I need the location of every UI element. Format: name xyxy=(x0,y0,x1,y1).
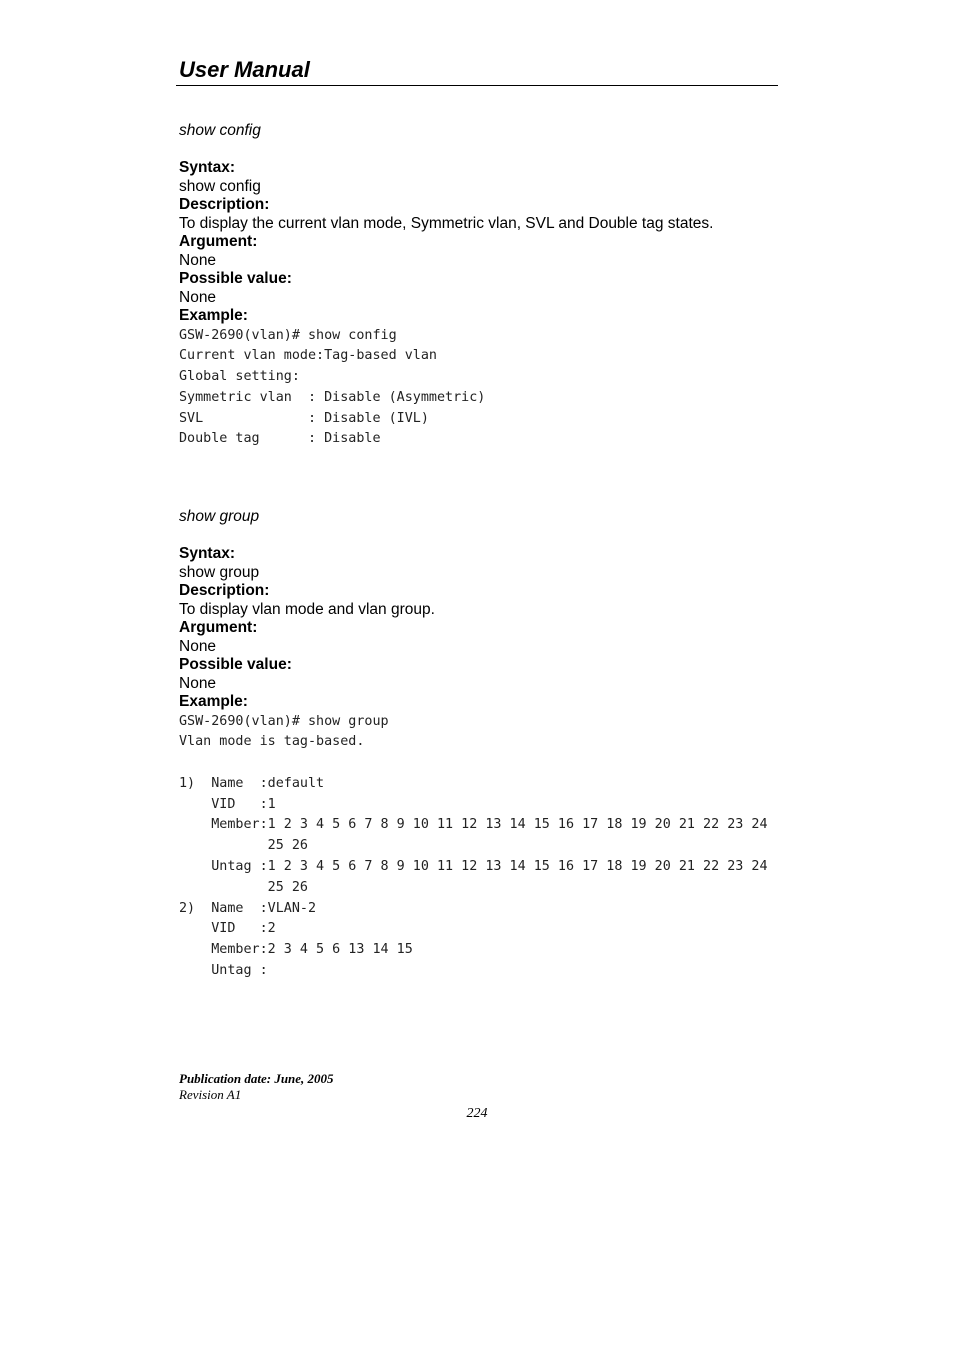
command-title: show config xyxy=(179,122,261,139)
command-section-show-group xyxy=(179,508,779,982)
possible-value-text: None xyxy=(179,674,217,692)
description-label: Description: xyxy=(179,582,270,599)
publication-date: Publication date: June, 2005 xyxy=(179,1071,334,1086)
argument-label: Argument: xyxy=(179,619,258,636)
syntax-text: show config xyxy=(179,177,261,195)
page-number: 224 xyxy=(466,1106,488,1121)
syntax-label: Syntax: xyxy=(179,545,235,562)
example-label: Example: xyxy=(179,693,248,710)
possible-value-label: Possible value: xyxy=(179,656,292,673)
description-text: To display vlan mode and vlan group. xyxy=(179,600,435,618)
example-code: GSW-2690(vlan)# show config Current vlan mode:Tag-based vlan Global setting: Symmetric vlan : Disable (Asymmetric) SVL : Disable (IVL) Double tag : Disable xyxy=(179,327,486,447)
example-label: Example: xyxy=(179,307,248,324)
page-header-title: User Manual xyxy=(179,57,310,82)
example-code: GSW-2690(vlan)# show group Vlan mode is tag-based. 1) Name :default VID :1 Member:1 2 3 4 5 6 7 8 9 10 11 12 13 14 15 16 17 18 19 20 21 22 23 24 25 26 Untag :1 2 3 4 5 6 7 8 9 10 11 12 13 14 15 16 17 18 19 20 21 22 23 24 25 26 2) Name :VLAN-2 VID :2 Member:2 3 4 5 6 13 14 15 Untag : xyxy=(179,713,768,979)
header-rule xyxy=(176,85,778,86)
possible-value-text: None xyxy=(179,288,217,306)
syntax-label: Syntax: xyxy=(179,159,235,176)
argument-text: None xyxy=(179,251,217,269)
command-title: show group xyxy=(179,508,260,525)
possible-value-label: Possible value: xyxy=(179,270,292,287)
revision: Revision A1 xyxy=(179,1087,242,1102)
command-section-show-config xyxy=(179,122,779,450)
description-label: Description: xyxy=(179,196,270,213)
description-text: To display the current vlan mode, Symmetric vlan, SVL and Double tag states. xyxy=(179,214,714,232)
syntax-text: show group xyxy=(179,563,260,581)
argument-text: None xyxy=(179,637,217,655)
argument-label: Argument: xyxy=(179,233,258,250)
